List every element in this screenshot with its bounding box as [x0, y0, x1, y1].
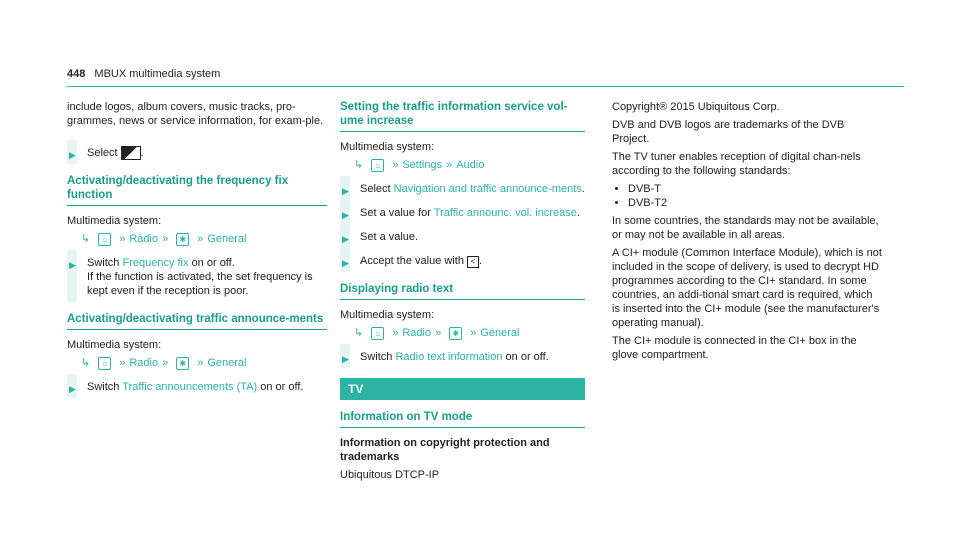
step-set-value	[340, 230, 585, 244]
tv-section-bar: TV	[340, 378, 585, 400]
multimedia-label: Multimedia system:	[67, 215, 162, 228]
countries-text: In some countries, the standards may not be available, or may not be available in all areas.	[612, 215, 879, 241]
step-arrow-icon: ▶	[69, 260, 76, 271]
list-item: • DVB-T	[628, 182, 882, 196]
home-icon: ⌂	[98, 357, 111, 370]
page-title: MBUX multimedia system	[94, 68, 221, 80]
heading-traffic-announcements: Activating/deactivating traffic announce-ments	[67, 312, 327, 330]
step-text: Switch	[87, 257, 120, 270]
path-audio: Audio	[456, 159, 485, 171]
step-arrow-icon: ▶	[342, 258, 349, 268]
step-arrow-icon: ▶	[69, 384, 76, 395]
menu-path: ↳ ⌂ » Radio » ✱ » General	[81, 233, 247, 246]
path-general: General	[480, 327, 520, 339]
copyright-heading: Information on copyright protection and trademarks	[340, 437, 550, 463]
onoff-text: on or off.	[260, 381, 304, 394]
step-arrow-icon: ▶	[342, 210, 349, 220]
step-set-value-for: ▶ Set a value for Traffic announc. vol. increase.	[340, 206, 585, 220]
path-arrow-icon: ↳	[81, 357, 91, 370]
step-switch-rt	[340, 350, 585, 364]
step-text: Switch	[87, 381, 120, 394]
step-text: Set a value.	[360, 231, 419, 243]
ci-box-text: The CI+ module is connected in the CI+ box in the glove compartment.	[612, 335, 857, 361]
settings-icon: ✱	[176, 357, 189, 370]
multimedia-label: Multimedia system:	[340, 309, 435, 321]
multimedia-label: Multimedia system:	[340, 141, 435, 153]
step-arrow-icon: ▶	[69, 150, 76, 160]
step-arrow-icon: ▶	[342, 234, 349, 244]
nav-link: Navigation and traffic announce-ments	[393, 183, 582, 195]
path-radio: Radio	[402, 327, 432, 339]
step-select-nav: ▶ Select Navigation and traffic announce-ments.	[340, 182, 585, 196]
standards-list	[612, 182, 882, 210]
step-switch-freqfix	[67, 256, 327, 298]
list-item: • DVB-T2	[628, 196, 882, 210]
page-number: 448	[67, 68, 86, 80]
step-text: Switch	[360, 351, 393, 363]
dvb-text: DVB and DVB logos are trademarks of the DVB Project.	[612, 119, 845, 145]
step-text: Accept the value with	[360, 255, 464, 267]
rt-link: Radio text information	[395, 351, 503, 363]
heading-tv-mode: Information on TV mode	[340, 410, 585, 428]
step-arrow-icon: ▶	[342, 354, 349, 364]
step-text: Set a value for	[360, 207, 431, 219]
heading-radio-text: Displaying radio text	[340, 282, 585, 300]
path-arrow-icon: ↳	[354, 159, 364, 171]
step-text: Select	[87, 147, 118, 159]
home-icon: ⌂	[98, 233, 111, 246]
column-3	[612, 100, 882, 366]
tavol-link: Traffic announc. vol. increase	[433, 207, 577, 219]
path-arrow-icon: ↳	[354, 327, 364, 339]
step-switch-ta	[67, 380, 327, 394]
multimedia-label: Multimedia system:	[67, 339, 162, 352]
path-radio: Radio	[129, 233, 159, 246]
path-arrow-icon: ↳	[81, 233, 91, 246]
path-radio: Radio	[129, 357, 159, 370]
header-rule	[67, 86, 904, 87]
settings-icon: ✱	[176, 233, 189, 246]
menu-path: ↳ ⌂ » Radio » ✱ » General	[81, 357, 247, 370]
freqfix-link: Frequency fix	[122, 257, 189, 270]
heading-traffic-volume: Setting the traffic information service vol-ume increase	[340, 100, 585, 132]
path-general: General	[207, 357, 247, 370]
path-general: General	[207, 233, 247, 246]
dtcp-text: Ubiquitous DTCP-IP	[340, 469, 440, 481]
heading-frequency-fix: Activating/deactivating the frequency fix function	[67, 174, 327, 206]
freqfix-note: If the function is activated, the set frequency is kept even if the reception is poor.	[87, 271, 313, 298]
step-accept: ▶ Accept the value with < .	[340, 254, 585, 268]
ta-link: Traffic announcements (TA)	[122, 381, 258, 394]
home-icon: ⌂	[371, 327, 384, 340]
onoff-text: on or off.	[505, 351, 549, 363]
column-2	[340, 100, 585, 486]
back-icon: <	[467, 256, 479, 268]
column-1	[67, 100, 327, 402]
page-header	[67, 68, 220, 80]
menu-path: ↳ ⌂ » Settings » Audio	[354, 159, 485, 171]
path-settings: Settings	[402, 159, 443, 171]
tuner-text: The TV tuner enables reception of digital chan-nels according to the following standards:	[612, 151, 861, 177]
step-arrow-icon: ▶	[342, 186, 349, 196]
step-text: Select	[360, 183, 391, 195]
step-select: ▶ Select .	[67, 146, 327, 160]
copyright-text: Copyright® 2015 Ubiquitous Corp.	[612, 101, 780, 113]
settings-icon: ✱	[449, 327, 462, 340]
intro-text: include logos, album covers, music tracks, pro-grammes, news or service information, for exam-ple.	[67, 101, 324, 127]
mute-symbol-icon	[121, 146, 141, 160]
home-icon: ⌂	[371, 159, 384, 172]
menu-path: ↳ ⌂ » Radio » ✱ » General	[354, 327, 520, 339]
ci-text: A CI+ module (Common Interface Module), which is not included in the scope of delivery, is used to decrypt HD programmes according to the CI+ standard. In some countries, an addi-tional smart card is required, which is inserted into the CI+ module (see the manufacturer's operating manual).	[612, 247, 882, 329]
onoff-text: on or off.	[191, 257, 235, 270]
